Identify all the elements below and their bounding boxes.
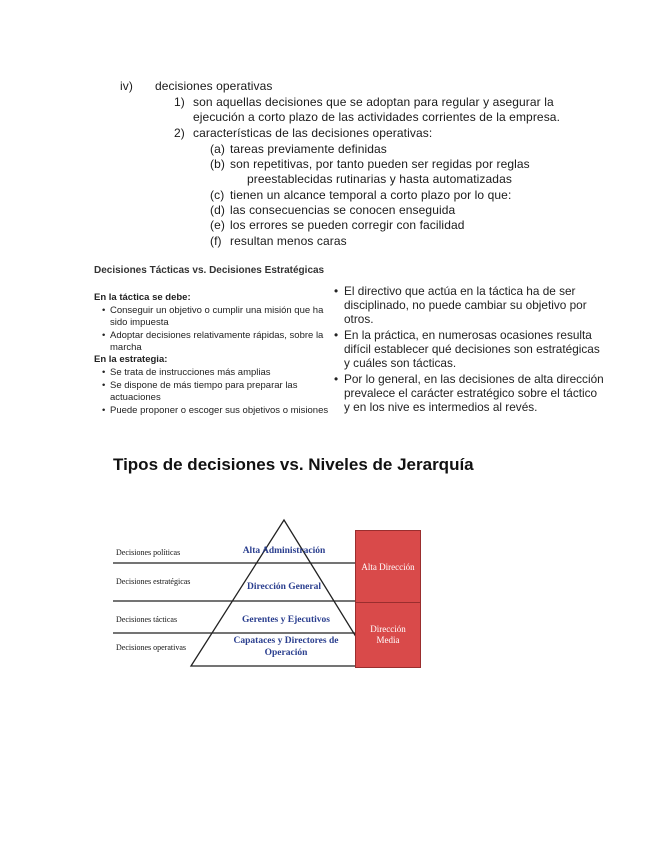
tactic-heading: En la táctica se debe: bbox=[94, 292, 191, 303]
item2-text: características de las decisiones operativas: bbox=[193, 126, 433, 140]
diagram-title: Tipos de decisiones vs. Niveles de Jerarquía bbox=[113, 455, 474, 474]
strategy-bullet2-line2: actuaciones bbox=[110, 392, 161, 403]
level-direccion-general: Dirección General bbox=[247, 582, 321, 592]
label-estrategicas: Decisiones estratégicas bbox=[116, 577, 191, 586]
level-capataces-line2: Operación bbox=[264, 648, 308, 658]
bullet-icon: • bbox=[102, 330, 106, 341]
sub-letter: (f) bbox=[210, 234, 222, 248]
box-direccion-media-line1: Dirección bbox=[370, 624, 406, 634]
tactic-bullet1-line1: Conseguir un objetivo o cumplir una misión que ha bbox=[110, 305, 324, 316]
tactic-bullet2-line1: Adoptar decisiones relativamente rápidas, sobre la bbox=[110, 330, 324, 341]
bullet-icon: • bbox=[334, 284, 339, 298]
box-direccion-media-line2: Media bbox=[376, 635, 400, 645]
right-bullet1-line3: otros. bbox=[344, 312, 374, 326]
sub-letter: (b) bbox=[210, 157, 225, 171]
box-alta-direccion-label: Alta Dirección bbox=[361, 561, 415, 572]
level-alta-administracion: Alta Administración bbox=[242, 546, 326, 556]
right-bullet2-line3: y cuáles son tácticas. bbox=[344, 356, 457, 370]
sub-letter: (d) bbox=[210, 203, 225, 217]
box-alta-direccion bbox=[355, 530, 421, 604]
strategy-bullet2-line1: Se dispone de más tiempo para preparar las bbox=[110, 380, 298, 391]
label-operativas: Decisiones operativas bbox=[116, 643, 186, 652]
bullet-icon: • bbox=[102, 305, 106, 316]
strategy-bullet3: Puede proponer o escoger sus objetivos o misiones bbox=[110, 405, 329, 416]
right-bullet3-line3: y en los nive es intermedios al revés. bbox=[344, 400, 538, 414]
label-politicas: Decisiones políticas bbox=[116, 548, 181, 557]
strategy-heading: En la estrategia: bbox=[94, 354, 168, 365]
level-capataces-line1: Capataces y Directores de bbox=[233, 636, 339, 646]
bullet-icon: • bbox=[102, 367, 106, 378]
section-heading: decisiones operativas bbox=[155, 79, 273, 93]
section-numeral: iv) bbox=[120, 79, 133, 93]
bullet-icon: • bbox=[102, 405, 106, 416]
sub-item-text: preestablecidas rutinarias y hasta automatizadas bbox=[247, 172, 512, 186]
right-bullet1-line1: El directivo que actúa en la táctica ha de ser bbox=[344, 284, 576, 298]
item1-line2: ejecución a corto plazo de las actividades corrientes de la empresa. bbox=[193, 110, 560, 124]
slide-title: Decisiones Tácticas vs. Decisiones Estratégicas bbox=[94, 265, 325, 276]
strategy-bullet1: Se trata de instrucciones más amplias bbox=[110, 367, 271, 378]
item1-line1: son aquellas decisiones que se adoptan para regular y asegurar la bbox=[193, 95, 554, 109]
right-bullet3-line1: Por lo general, en las decisiones de alta dirección bbox=[344, 372, 604, 386]
item-number: 2) bbox=[174, 126, 185, 140]
right-bullet2-line2: difícil establecer qué decisiones son estratégicas bbox=[344, 342, 600, 356]
bullet-icon: • bbox=[102, 380, 106, 391]
item-number: 1) bbox=[174, 95, 185, 109]
tactic-bullet2-line2: marcha bbox=[110, 342, 142, 353]
tactic-bullet1-line2: sido impuesta bbox=[110, 317, 169, 328]
right-bullet2-line1: En la práctica, en numerosas ocasiones resulta bbox=[344, 328, 592, 342]
sub-item-text: tienen un alcance temporal a corto plazo por lo que: bbox=[230, 188, 512, 202]
sub-letter: (a) bbox=[210, 142, 225, 156]
sub-item-text: las consecuencias se conocen enseguida bbox=[230, 203, 456, 217]
right-bullet1-line2: disciplinado, no puede cambiar su objetivo por bbox=[344, 298, 587, 312]
bullet-icon: • bbox=[334, 372, 339, 386]
box-direccion-media bbox=[355, 602, 421, 668]
sub-item-text: resultan menos caras bbox=[230, 234, 347, 248]
sub-letter: (c) bbox=[210, 188, 225, 202]
bullet-icon: • bbox=[334, 328, 339, 342]
sub-letter: (e) bbox=[210, 218, 225, 232]
sub-item-text: tareas previamente definidas bbox=[230, 142, 387, 156]
label-tacticas: Decisiones tácticas bbox=[116, 615, 178, 624]
right-bullet3-line2: prevalece el carácter estratégico sobre el táctico bbox=[344, 386, 598, 400]
sub-item-text: los errores se pueden corregir con facilidad bbox=[230, 218, 465, 232]
level-gerentes: Gerentes y Ejecutivos bbox=[242, 615, 330, 625]
sub-item-text: son repetitivas, por tanto pueden ser regidas por reglas bbox=[230, 157, 530, 171]
